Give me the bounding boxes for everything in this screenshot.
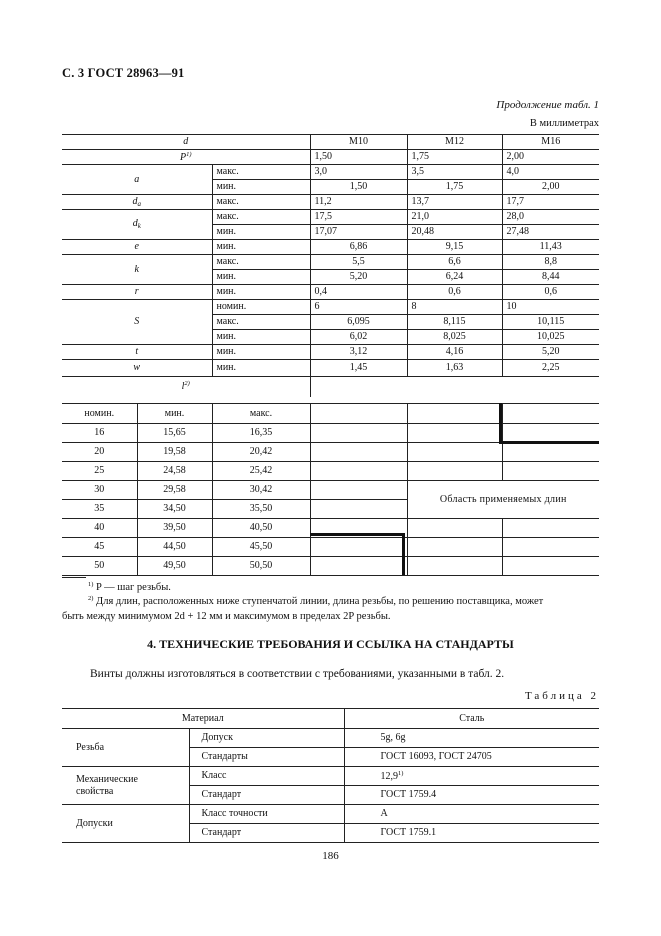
table-continuation-label: Продолжение табл. 1 (496, 99, 599, 111)
length-cell: 50,50 (212, 557, 310, 576)
step-line-segment (499, 403, 502, 443)
value-cell: 8,025 (407, 330, 502, 345)
size-header: M16 (502, 135, 599, 150)
param-a: a (62, 165, 212, 195)
value-cell: 6 (310, 300, 407, 315)
value-cell: 2,00 (502, 180, 599, 195)
property-cell: Класс точности (189, 805, 344, 824)
value-cell: 6,095 (310, 315, 407, 330)
value-cell: 8,44 (502, 270, 599, 285)
value-cell: 1,50 (310, 180, 407, 195)
value-cell: 4,0 (502, 165, 599, 180)
value-cell: 5g, 6g (344, 729, 599, 748)
value-cell: 10 (502, 300, 599, 315)
col-header-max: макс. (212, 404, 310, 424)
value-cell: 8,115 (407, 315, 502, 330)
length-cell: 45 (62, 538, 137, 557)
length-cell: 16,35 (212, 424, 310, 443)
value-cell: 3,5 (407, 165, 502, 180)
value-cell: 6,6 (407, 255, 502, 270)
blank-cell (310, 377, 599, 397)
value-cell: 4,16 (407, 345, 502, 360)
value-cell: 12,9$^{1)}$ (344, 767, 599, 786)
value-cell: 5,20 (310, 270, 407, 285)
value-cell: 2,25 (502, 360, 599, 377)
table2-label: Таблица 2 (524, 690, 599, 702)
length-cell: 16 (62, 424, 137, 443)
step-line-segment (310, 533, 405, 536)
qualifier-cell: макс. (212, 315, 310, 330)
length-cell: 20 (62, 443, 137, 462)
value-cell: 1,50 (310, 150, 407, 165)
value-cell: 6,24 (407, 270, 502, 285)
value-cell: ГОСТ 1759.1 (344, 824, 599, 843)
value-cell: 5,20 (502, 345, 599, 360)
param-t: t (62, 345, 212, 360)
property-cell: Стандарт (189, 824, 344, 843)
param-e: e (62, 240, 212, 255)
qualifier-cell: мин. (212, 225, 310, 240)
param-S: S (62, 300, 212, 345)
value-cell: 10,025 (502, 330, 599, 345)
value-cell: 3,12 (310, 345, 407, 360)
value-cell: 1,75 (407, 150, 502, 165)
applicable-lengths-area: Область применяемых длин (407, 481, 599, 519)
group-thread: Резьба (62, 729, 189, 767)
length-cell: 29,58 (137, 481, 212, 500)
value-cell: 11,2 (310, 195, 407, 210)
col-header-material: Материал (62, 709, 344, 729)
group-tolerances: Допуски (62, 805, 189, 843)
length-cell: 40 (62, 519, 137, 538)
size-header: M10 (310, 135, 407, 150)
value-cell: ГОСТ 16093, ГОСТ 24705 (344, 748, 599, 767)
value-cell: 17,7 (502, 195, 599, 210)
group-mechanical: Механические свойства (62, 767, 189, 805)
section-heading: 4. ТЕХНИЧЕСКИЕ ТРЕБОВАНИЯ И ССЫЛКА НА СТАНДАРТЫ (147, 637, 514, 651)
length-cell: 39,50 (137, 519, 212, 538)
value-cell: 11,43 (502, 240, 599, 255)
length-cell: 25,42 (212, 462, 310, 481)
value-cell: 28,0 (502, 210, 599, 225)
qualifier-cell: номин. (212, 300, 310, 315)
length-cell: 40,50 (212, 519, 310, 538)
qualifier-cell: мин. (212, 180, 310, 195)
footnote-rule (62, 577, 86, 578)
size-header: M12 (407, 135, 502, 150)
length-cell: 49,50 (137, 557, 212, 576)
units-label: В миллиметрах (529, 118, 599, 129)
value-cell: 0,4 (310, 285, 407, 300)
length-cell: 34,50 (137, 500, 212, 519)
qualifier-cell: мин. (212, 270, 310, 285)
length-cell: 45,50 (212, 538, 310, 557)
qualifier-cell: макс. (212, 195, 310, 210)
value-cell: 6,02 (310, 330, 407, 345)
value-cell: ГОСТ 1759.4 (344, 786, 599, 805)
length-cell: 24,58 (137, 462, 212, 481)
qualifier-cell: мин. (212, 330, 310, 345)
col-header-steel: Сталь (344, 709, 599, 729)
param-da: $d_a$ (62, 195, 212, 210)
page-number: 186 (322, 850, 339, 862)
footnote-1: $^{1)}$ P — шаг резьбы. (62, 580, 599, 596)
qualifier-cell: макс. (212, 210, 310, 225)
value-cell: 13,7 (407, 195, 502, 210)
value-cell: 21,0 (407, 210, 502, 225)
qualifier-cell: мин. (212, 240, 310, 255)
length-cell: 25 (62, 462, 137, 481)
value-cell: 0,6 (502, 285, 599, 300)
param-dk: $d_k$ (62, 210, 212, 240)
param-r: r (62, 285, 212, 300)
length-cell: 50 (62, 557, 137, 576)
value-cell: 3,0 (310, 165, 407, 180)
property-cell: Стандарт (189, 786, 344, 805)
length-cell: 30,42 (212, 481, 310, 500)
qualifier-cell: макс. (212, 165, 310, 180)
param-w: w (62, 360, 212, 377)
step-line-segment (402, 533, 405, 575)
value-cell: 2,00 (502, 150, 599, 165)
value-cell: 10,115 (502, 315, 599, 330)
length-cell: 44,50 (137, 538, 212, 557)
value-cell: 8 (407, 300, 502, 315)
qualifier-cell: мин. (212, 360, 310, 377)
length-header: $l^{2)}$ (62, 377, 310, 397)
value-cell: 17,07 (310, 225, 407, 240)
value-cell: 20,48 (407, 225, 502, 240)
requirements-table (62, 708, 599, 843)
length-cell: 20,42 (212, 443, 310, 462)
dimensions-table (62, 134, 599, 397)
value-cell: 8,8 (502, 255, 599, 270)
step-line-segment (499, 441, 599, 444)
value-cell: 5,5 (310, 255, 407, 270)
col-header-min: мин. (137, 404, 212, 424)
page-header: С. 3 ГОСТ 28963—91 (62, 66, 185, 80)
lengths-table (62, 403, 599, 576)
length-cell: 35 (62, 500, 137, 519)
value-cell: 6,86 (310, 240, 407, 255)
section-paragraph: Винты должны изготовляться в соответствии с требованиями, указанными в табл. 2. (90, 668, 505, 680)
length-cell: 15,65 (137, 424, 212, 443)
footnote-2: $^{2)}$ Для длин, расположенных ниже ступенчатой линии, длина резьбы, по решению поставщика, может быть между минимумом 2d + 12 мм и максимумом в пределах 2P резьбы. (62, 595, 544, 622)
length-cell: 35,50 (212, 500, 310, 519)
col-header-nominal: номин. (62, 404, 137, 424)
value-cell: 27,48 (502, 225, 599, 240)
length-cell: 30 (62, 481, 137, 500)
qualifier-cell: мин. (212, 345, 310, 360)
property-cell: Допуск (189, 729, 344, 748)
property-cell: Класс (189, 767, 344, 786)
value-cell: 9,15 (407, 240, 502, 255)
value-cell: 1,45 (310, 360, 407, 377)
param-header: d (62, 135, 310, 150)
value-cell: 0,6 (407, 285, 502, 300)
param-P: $P^{1)}$ (62, 150, 310, 165)
property-cell: Стандарты (189, 748, 344, 767)
qualifier-cell: макс. (212, 255, 310, 270)
length-cell: 19,58 (137, 443, 212, 462)
qualifier-cell: мин. (212, 285, 310, 300)
value-cell: A (344, 805, 599, 824)
value-cell: 17,5 (310, 210, 407, 225)
param-k: k (62, 255, 212, 285)
value-cell: 1,75 (407, 180, 502, 195)
value-cell: 1,63 (407, 360, 502, 377)
